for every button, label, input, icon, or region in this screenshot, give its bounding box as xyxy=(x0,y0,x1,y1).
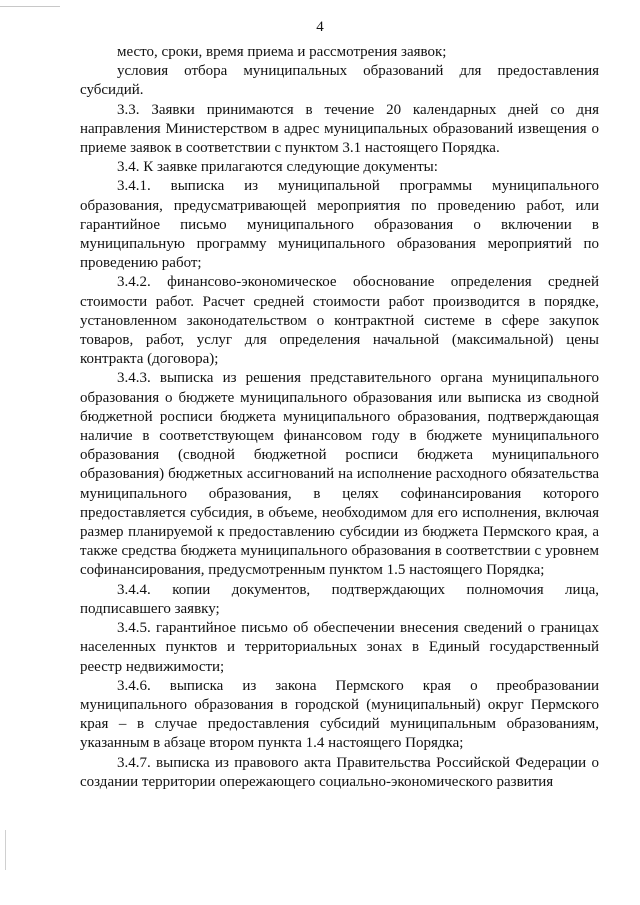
paragraph-3-4-7: 3.4.7. выписка из правового акта Правительства Российской Федерации о создании территории опережающего социально-экономического развития xyxy=(80,754,599,790)
paragraph-3-4-3: 3.4.3. выписка из решения представительного органа муниципального образования о бюджете муниципального образования или выписка из сводной бюджетной росписи бюджета муниципального образования, подтверждающая наличие в соответствующем финансовом году в бюджете муниципального образования (сводной бюджетной росписи бюджета муниципального образования) бюджетных ассигнований на исполнение расходного обязательства муниципального образования, в целях софинансирования которого предоставляется субсидия, в объеме, необходимом для его исполнения, включая размер планируемой к предоставлению субсидии из бюджета Пермского края, а также средства бюджета муниципального образования в соответствии с уровнем софинансирования, предусмотренным пунктом 1.5 настоящего Порядка; xyxy=(80,370,599,579)
page-number: 4 xyxy=(316,19,324,35)
paragraph-3-4-5: 3.4.5. гарантийное письмо об обеспечении внесения сведений о границах населенных пунктов и территориальных зонах в Единый государственный реестр недвижимости; xyxy=(80,620,599,675)
paragraph-3-4-6: 3.4.6. выписка из закона Пермского края о преобразовании муниципального образования в городской (муниципальный) округ Пермского края – в случае предоставления субсидий муниципальным образованиям, указанным в абзаце втором пункта 1.4 настоящего Порядка; xyxy=(80,677,599,752)
paragraph-3-4: 3.4. К заявке прилагаются следующие документы: xyxy=(117,159,438,176)
paragraph-3-4-1: 3.4.1. выписка из муниципальной программы муниципального образования, предусматривающей мероприятия по проведению работ, или гарантийное письмо муниципального образования о включении в муниципальную программу муниципального образования мероприятий по проведению работ; xyxy=(80,178,599,272)
document-body xyxy=(80,43,599,792)
paragraph-3-3: 3.3. Заявки принимаются в течение 20 календарных дней со дня направления Министерством в адрес муниципальных образований извещения о приеме заявок в соответствии с пунктом 3.1 настоящего Порядка. xyxy=(80,101,599,157)
paragraph-application-place-time: место, сроки, время приема и рассмотрения заявок; xyxy=(117,44,447,60)
paragraph-3-4-4: 3.4.4. копии документов, подтверждающих полномочия лица, подписавшего заявку; xyxy=(80,581,599,617)
scan-margin-mark xyxy=(5,830,6,870)
paragraph-3-4-2: 3.4.2. финансово-экономическое обоснование определения средней стоимости работ. Расчет средней стоимости работ производится в порядке, установленном законодательством о контрактной системе в сфере закупок товаров, работ, услуг для определения начальной (максимальной) цены контракта (договора); xyxy=(80,274,599,368)
scan-edge-mark xyxy=(0,6,60,7)
paragraph-selection-conditions: условия отбора муниципальных образований для предоставления субсидий. xyxy=(80,63,599,99)
